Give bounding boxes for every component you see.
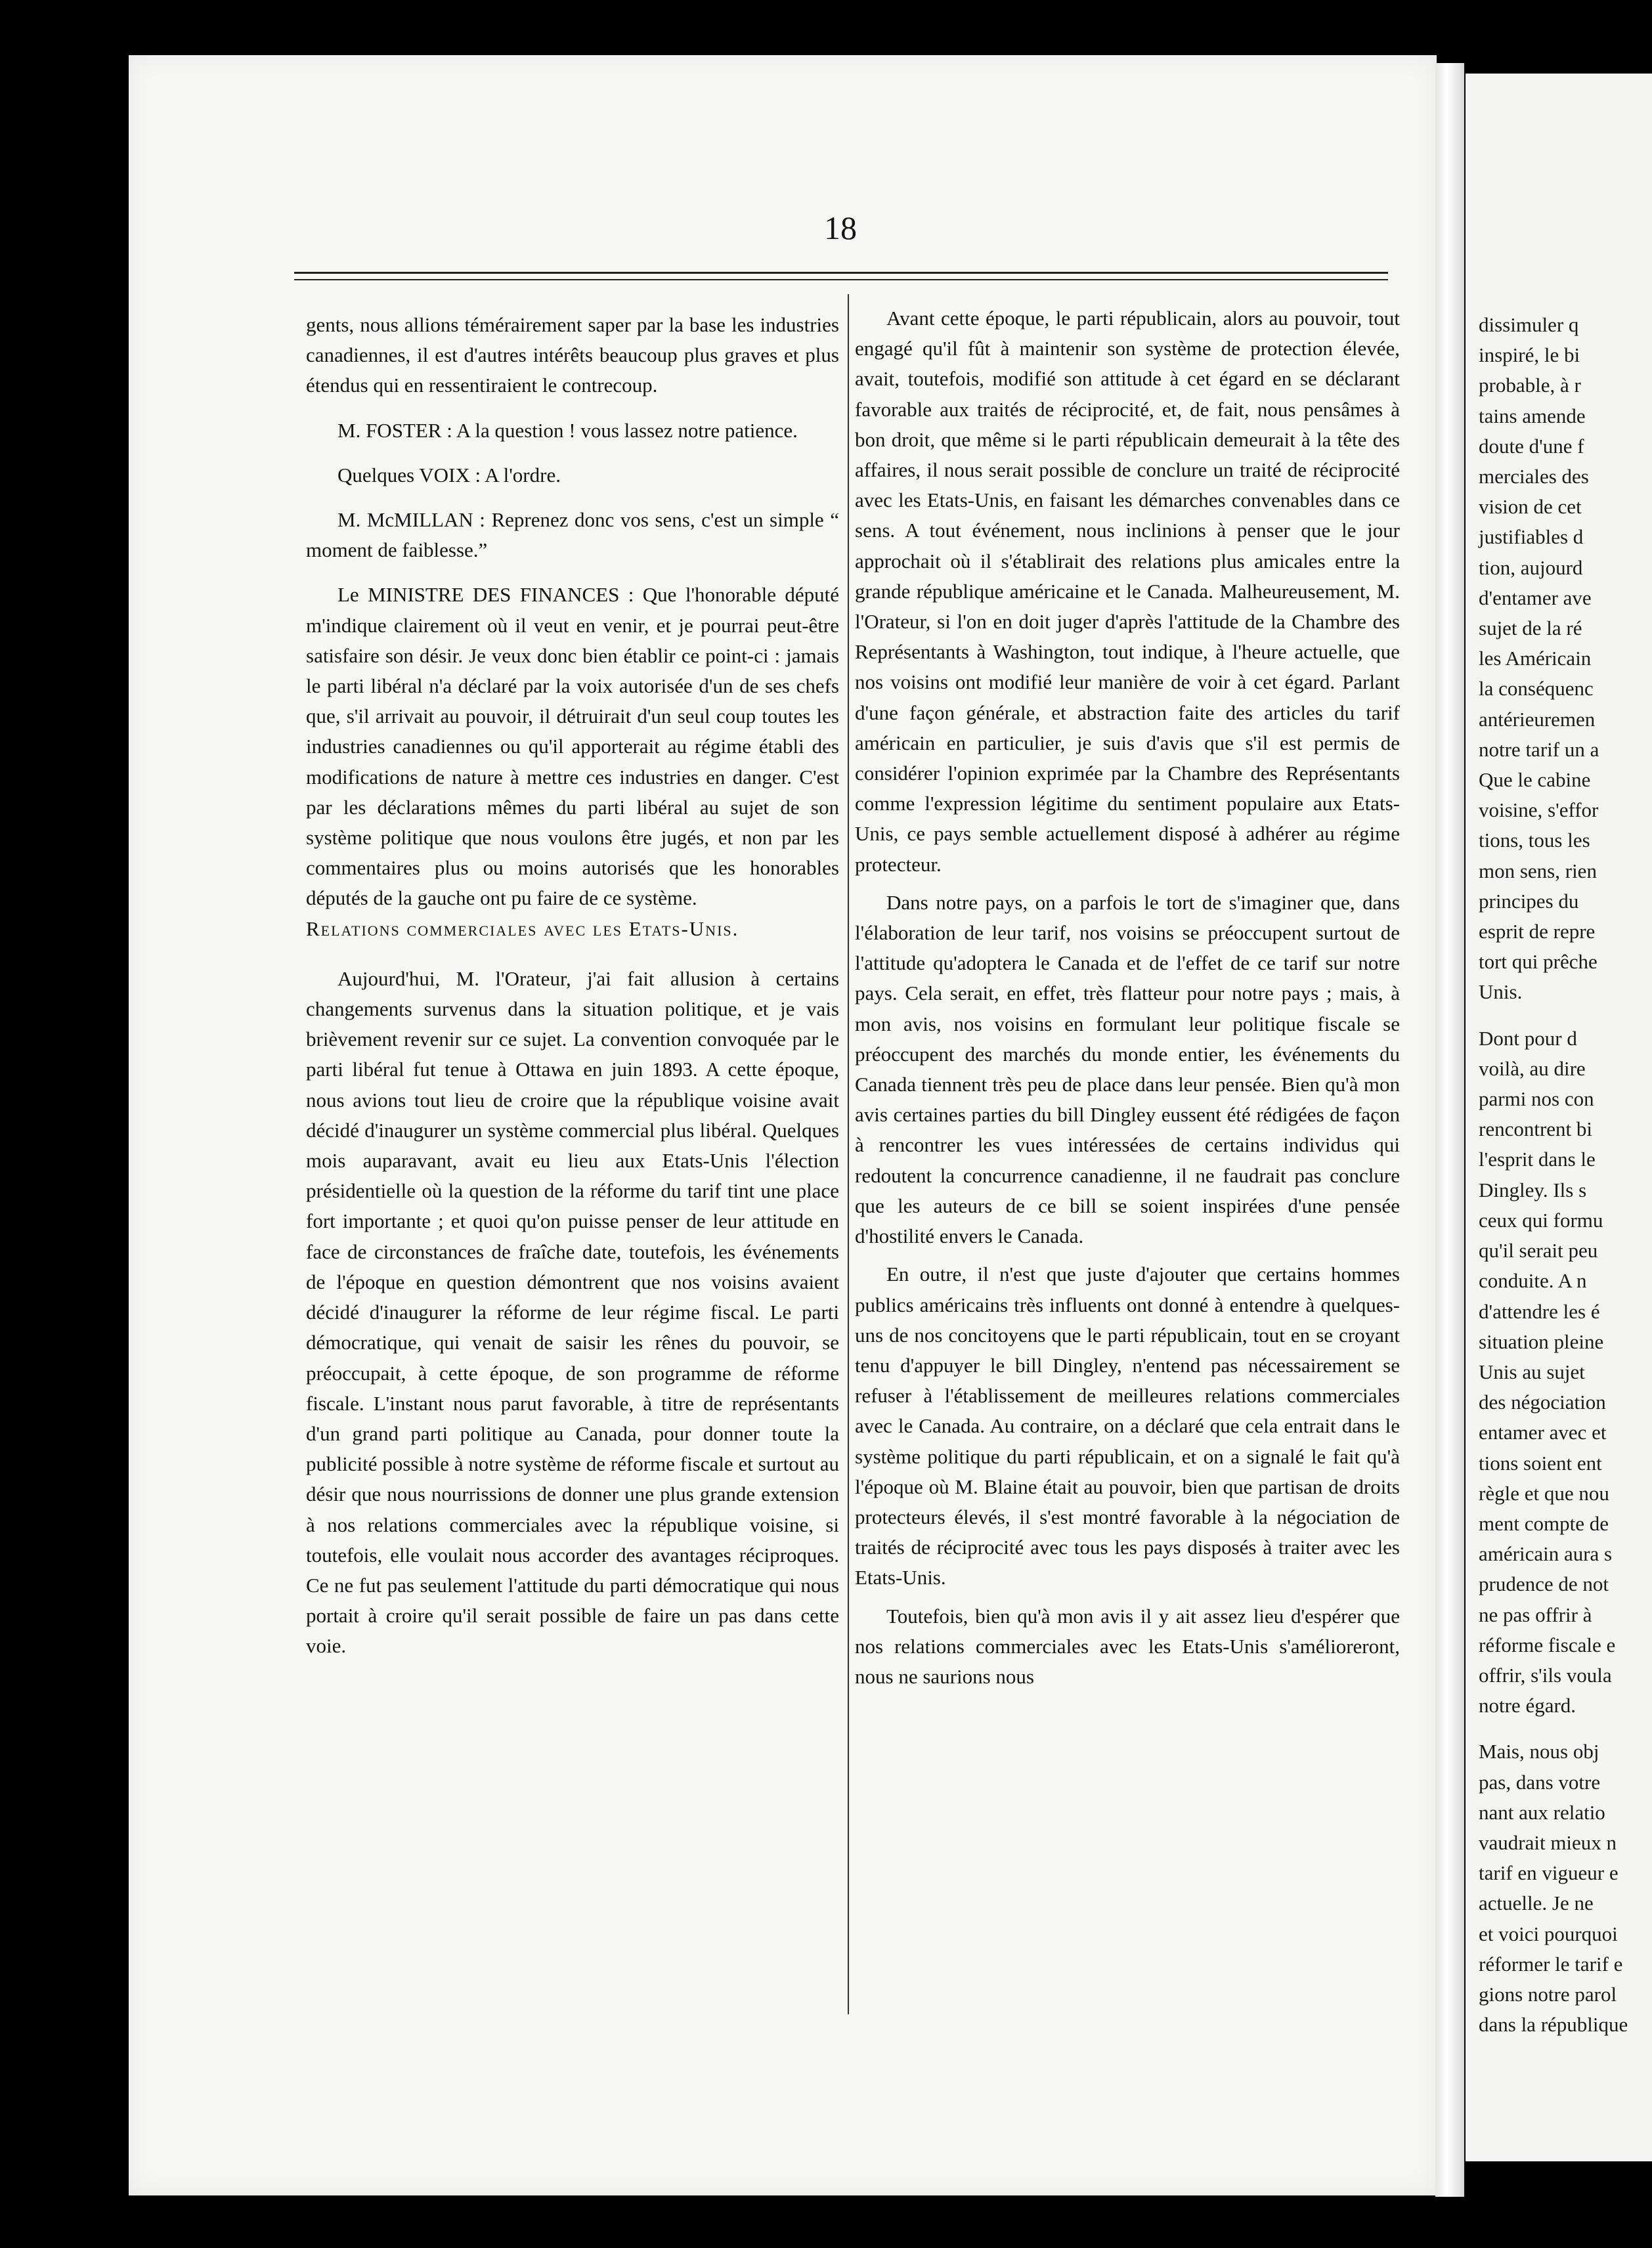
adjacent-page-line: probable, à r bbox=[1479, 374, 1581, 397]
section-heading: Relations commerciales avec les Etats-Unis. bbox=[306, 917, 739, 940]
adjacent-page-line: notre tarif un a bbox=[1479, 737, 1599, 761]
adjacent-page-line: tains amende bbox=[1479, 404, 1586, 427]
adjacent-page-line: Que le cabine bbox=[1479, 768, 1591, 792]
adjacent-page-line: tarif en vigueur e bbox=[1479, 1861, 1619, 1885]
adjacent-page-line: la conséquenc bbox=[1479, 677, 1594, 701]
adjacent-page-line: d'attendre les é bbox=[1479, 1299, 1600, 1323]
adjacent-page-line: notre égard. bbox=[1479, 1694, 1576, 1718]
adjacent-page-line: esprit de repre bbox=[1479, 920, 1596, 943]
adjacent-page-line: tion, aujourd bbox=[1479, 555, 1583, 579]
adjacent-page-line: règle et que nou bbox=[1479, 1481, 1609, 1505]
body-paragraph: Aujourd'hui, M. l'Orateur, j'ai fait allusion à certains changements survenus dans la situation politique, et je vais brièvement revenir sur ce sujet. La convention convoquée par le parti libéral fut tenue à Ottawa en juin 1893. A cette époque, nous avions tout lieu de croire que la république voisine avait décidé d'inaugurer un système commercial plus libéral. Quelques mois auparavant, avait eu lieu aux Etats-Unis l'élection présidentielle où la question de la réforme du tarif tint une place fort importante ; et quoi qu'on puisse penser de leur attitude en face de circonstances de fraîche date, toutefois, les événements de l'époque en question démontrent que nos voisins avaient décidé d'inaugurer la réforme de leur régime fiscal. Le parti démocratique, qui venait de saisir les rênes du pouvoir, se préoccupait, à cette époque, de son programme de réforme fiscale. L'instant nous parut favorable, à titre de représentants d'un grand parti politique au Canada, pour donner toute la publicité possible à notre système de réforme fiscale et surtout au désir que nous nourrissions de donner une plus grande extension à nos relations commerciales avec la république voisine, si toutefois, elle voulait nous accorder des avantages réciproques. Ce ne fut pas seulement l'attitude du parti démocratique qui nous portait à croire qu'il serait possible de faire un pas dans cette voie. bbox=[306, 966, 839, 1658]
speaker-name: M. FOSTER : bbox=[337, 418, 452, 442]
header-rule bbox=[294, 272, 1388, 280]
adjacent-page-line: ment compte de bbox=[1479, 1511, 1609, 1535]
adjacent-page-line: ne pas offrir à bbox=[1479, 1603, 1592, 1626]
speaker-name: Le MINISTRE DES FINANCES : bbox=[337, 583, 634, 607]
adjacent-page-line: Mais, nous obj bbox=[1479, 1740, 1599, 1763]
speaker-name: Quelques VOIX : bbox=[337, 463, 481, 486]
speech-minister bbox=[306, 580, 839, 913]
adjacent-page-line: dissimuler q bbox=[1479, 313, 1579, 336]
adjacent-page-line: doute d'une f bbox=[1479, 434, 1584, 458]
speaker-name: M. McMILLAN : bbox=[337, 508, 485, 532]
adjacent-page-line: d'entamer ave bbox=[1479, 586, 1592, 609]
page-edge bbox=[1435, 63, 1464, 2197]
adjacent-page-line: prudence de not bbox=[1479, 1572, 1609, 1596]
adjacent-page-line: inspiré, le bi bbox=[1479, 343, 1580, 367]
adjacent-page-line: situation pleine bbox=[1479, 1329, 1604, 1353]
adjacent-page-line: mon sens, rien bbox=[1479, 859, 1597, 882]
adjacent-page-line: dans la république bbox=[1479, 2013, 1628, 2037]
body-paragraph: Toutefois, bien qu'à mon avis il y ait assez lieu d'espérer que nos relations commerciales avec les Etats-Unis s'amélioreront, nous ne saurions nous bbox=[855, 1604, 1400, 1688]
adjacent-page-line: voilà, au dire bbox=[1479, 1056, 1586, 1080]
speech-text: Reprenez donc vos sens, c'est un simple “ moment de faiblesse.” bbox=[306, 508, 840, 562]
adjacent-page-line: vision de cet bbox=[1479, 495, 1582, 519]
adjacent-page-line: nant aux relatio bbox=[1479, 1800, 1605, 1824]
adjacent-page-line: réformer le tarif e bbox=[1479, 1952, 1623, 1976]
speech-voices bbox=[306, 460, 839, 490]
adjacent-page-line: conduite. A n bbox=[1479, 1269, 1587, 1293]
continuation-paragraph: gents, nous allions témérairement saper par la base les industries canadiennes, il est d'autres intérêts beaucoup plus graves et plus étendus qui en ressentiraient le contrecoup. bbox=[306, 313, 839, 397]
adjacent-page-line: des négociation bbox=[1479, 1391, 1606, 1414]
adjacent-page-fragment bbox=[1466, 74, 1652, 2161]
speech-foster bbox=[306, 416, 839, 446]
speech-text: A l'ordre. bbox=[485, 463, 561, 486]
adjacent-page-line: les Américain bbox=[1479, 647, 1592, 670]
adjacent-page-line: offrir, s'ils voula bbox=[1479, 1663, 1612, 1687]
speech-mcmillan bbox=[306, 505, 839, 565]
column-divider bbox=[848, 294, 849, 2014]
speech-text: A la question ! vous lassez notre patience. bbox=[456, 418, 798, 442]
adjacent-page-line: tort qui prêche bbox=[1479, 950, 1598, 974]
adjacent-page-line: américain aura s bbox=[1479, 1542, 1613, 1566]
body-paragraph: Avant cette époque, le parti républicain, alors au pouvoir, tout engagé qu'il fût à maintenir son système de protection élevée, avait, toutefois, modifié son attitude à cet égard en se déclarant favorable aux traités de réciprocité, et, de fait, nous pensâmes à bon droit, que même si le parti républicain demeurait à la tête des affaires, il nous serait possible de conclure un traité de réciprocité avec les Etats-Unis, en faisant les démarches convenables dans ce sens. A tout événement, nous inclinions à penser que le jour approchait où il s'établirait des relations plus amicales entre la grande république américaine et le Canada. Malheureusement, M. l'Orateur, si l'on en doit juger d'après l'attitude de la Chambre des Représentants à Washington, tout indique, à l'heure actuelle, que nos voisins ont modifié leur manière de voir à cet égard. Parlant d'une façon générale, et abstraction faite des articles du tarif américain en particulier, je suis d'avis que s'il est permis de considérer l'opinion exprimée par la Chambre des Représentants comme l'expression légitime du sentiment populaire aux Etats-Unis, ce pays semble actuellement disposé à adhérer au régime protecteur. bbox=[855, 307, 1400, 876]
body-paragraph: En outre, il n'est que juste d'ajouter que certains hommes publics américains très influents ont donné à entendre à quelques-uns de nos concitoyens que le parti républicain, tout en se croyant tenu d'appuyer le bill Dingley, n'entend pas nécessairement se refuser à l'établissement de meilleures relations commerciales avec le Canada. Au contraire, on a déclaré que cela entrait dans le système politique du parti républicain, et on a signalé le fait qu'à l'époque où M. Blaine était au pouvoir, bien que partisan de droits protecteurs élevés, il s'est montré favorable à la négociation de traités de réciprocité avec tous les pays disposés à traiter avec les Etats-Unis. bbox=[855, 1263, 1400, 1589]
adjacent-page-line: Dont pour d bbox=[1479, 1026, 1577, 1050]
adjacent-page-line: gions notre parol bbox=[1479, 1982, 1617, 2006]
adjacent-page-line: réforme fiscale e bbox=[1479, 1633, 1616, 1656]
adjacent-page-line: voisine, s'effor bbox=[1479, 798, 1599, 822]
body-paragraph: Dans notre pays, on a parfois le tort de s'imaginer que, dans l'élaboration de leur tarif, nos voisins se préoccupent surtout de l'attitude qu'adoptera le Canada et de l'effet de ce tarif sur notre pays. Cela serait, en effet, très flatteur pour notre pays ; mais, à mon avis, nos voisins en formulant leur politique fiscale se préoccupent des marchés du monde entier, les événements du Canada tiennent très peu de place dans leur pensée. Bien qu'à mon avis certaines parties du bill Dingley eussent été rédigées de façon à rencontrer les vues intéressées de certains individus qui redoutent la concurrence canadienne, il ne faudrait pas conclure que les auteurs de ce bill se soient inspirées d'une pensée d'hostilité envers le Canada. bbox=[855, 890, 1400, 1248]
adjacent-page-gap bbox=[1479, 1721, 1652, 1737]
adjacent-page-line: vaudrait mieux n bbox=[1479, 1830, 1617, 1854]
adjacent-page-line: tions soient ent bbox=[1479, 1451, 1602, 1475]
adjacent-page-line: Dingley. Ils s bbox=[1479, 1178, 1587, 1201]
speech-text: Que l'honorable député m'indique clairement où il veut en venir, et je pourrai peut-être satisfaire son désir. Je veux donc bien établir ce point-ci : jamais le parti libéral n'a déclaré par la voix autorisée d'un de ses chefs que, s'il arrivait au pouvoir, il détruirait d'un seul coup toutes les industries canadiennes ou qu'il apporterait au régime établi des modifications de nature à mettre ces industries en danger. C'est par les déclarations mêmes du parti libéral au sujet de son système politique que nous voulons être jugés, et non par les commentaires plus ou moins autorisés que les honorables députés de la gauche ont pu faire de ce système. bbox=[306, 583, 840, 910]
left-column bbox=[306, 310, 839, 1662]
adjacent-page-line: justifiables d bbox=[1479, 525, 1584, 549]
adjacent-page-line: Unis au sujet bbox=[1479, 1360, 1585, 1383]
adjacent-page-line: principes du bbox=[1479, 889, 1579, 913]
adjacent-page-line: tions, tous les bbox=[1479, 829, 1590, 852]
adjacent-page-line: rencontrent bi bbox=[1479, 1117, 1593, 1141]
adjacent-page-line: actuelle. Je ne bbox=[1479, 1891, 1594, 1915]
adjacent-page-line: entamer avec et bbox=[1479, 1421, 1607, 1444]
adjacent-page-line: qu'il serait peu bbox=[1479, 1239, 1598, 1263]
adjacent-page-line: et voici pourquoi bbox=[1479, 1922, 1618, 1945]
adjacent-page-line: parmi nos con bbox=[1479, 1087, 1594, 1111]
adjacent-page-gap bbox=[1479, 1008, 1652, 1024]
adjacent-page-line: merciales des bbox=[1479, 465, 1589, 488]
adjacent-page-text bbox=[1479, 310, 1652, 2040]
adjacent-page-line: Unis. bbox=[1479, 980, 1523, 1004]
adjacent-page-line: antérieuremen bbox=[1479, 707, 1596, 731]
adjacent-page-line: sujet de la ré bbox=[1479, 616, 1582, 640]
right-column bbox=[855, 303, 1400, 1692]
adjacent-page-line: pas, dans votre bbox=[1479, 1770, 1601, 1794]
page-number: 18 bbox=[824, 209, 857, 246]
adjacent-page-line: l'esprit dans le bbox=[1479, 1148, 1596, 1171]
adjacent-page-line: ceux qui formu bbox=[1479, 1208, 1603, 1232]
